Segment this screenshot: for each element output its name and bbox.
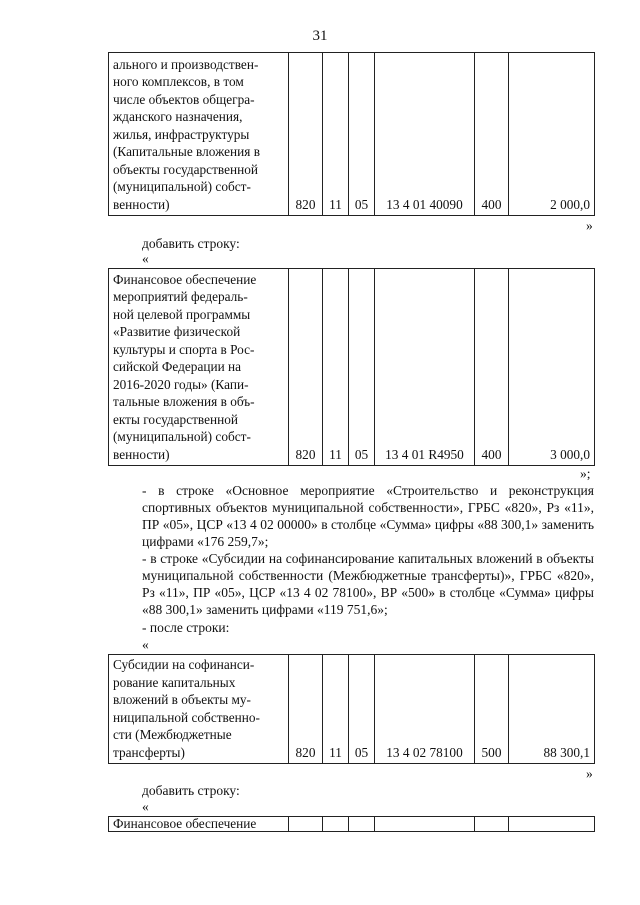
name-line: жилья, инфраструктуры [113,126,250,142]
grbs-cell: 820 [289,269,323,466]
paragraph-text: - в строке «Основное мероприятие «Строительство и реконструкция спортивных объектов муниципальной собственности», ГРБС «820», Рз «11», ПР «05», ЦСР «13 4 02 00000» в столбце «Сумма» цифры «88 300,1» заменить цифрами «176 259,7»; [142,483,594,549]
name-line: (Капитальные вложения в [113,144,260,159]
name-line: «Развитие физической [113,324,241,339]
rz-cell: 11 [323,53,349,216]
grbs-cell [289,817,323,832]
table-row [109,269,595,466]
name-line: сийской Федерации на [113,359,242,374]
sum-cell: 2 000,0 [509,53,595,216]
name-line: культуры и спорта в Рос- [113,341,255,357]
name-line: венности) [113,196,170,212]
name-line: мероприятий федераль- [113,289,248,304]
name-line: рование капитальных [113,674,236,690]
name-line: Финансовое обеспечение [113,271,257,287]
budget-table-3 [108,654,595,764]
name-line: ального и производствен- [113,56,259,72]
sum-cell [509,817,595,832]
name-line: Субсидии на софинанси- [113,657,255,672]
vr-cell [475,817,509,832]
opening-quote: « [142,251,149,266]
name-line: 2016-2020 годы» (Капи- [113,376,249,392]
name-line: вложений в объекты му- [113,692,251,707]
grbs-cell: 820 [289,655,323,764]
csr-cell: 13 4 01 40090 [375,53,475,216]
opening-quote: « [142,637,149,652]
table-row [109,53,595,216]
name-line: сти (Межбюджетные [113,727,232,742]
name-line: тальные вложения в объ- [113,394,255,409]
name-line: (муниципальной) собст- [113,179,251,194]
pr-cell: 05 [349,53,375,216]
budget-table-1 [108,52,595,216]
sum-cell: 3 000,0 [509,269,595,466]
row-name [109,53,289,216]
paragraph-text: - в строке «Субсидии на софинансирование капитальных вложений в объекты муниципальной собственности (Межбюджетные трансферты)», ГРБС «820», Рз «11», ПР «05», ЦСР «13 4 02 78100», ВР «500» в столбце «Сумма» цифры «88 300,1» заменить цифрами «119 751,6»; [142,551,594,617]
name-line: трансферты) [113,744,185,760]
name-line: объекты государственной [113,161,258,177]
name-line: ной целевой программы [113,306,251,322]
name-line: (муниципальной) собст- [113,429,251,444]
sum-cell: 88 300,1 [509,655,595,764]
closing-quote: » [586,218,593,233]
csr-cell [375,817,475,832]
closing-quote: » [586,766,593,781]
closing-quote: »; [580,466,591,481]
table-row [109,655,595,764]
opening-quote: « [142,799,149,814]
row-name [109,655,289,764]
name-line: числе объектов общегра- [113,91,255,107]
pr-cell: 05 [349,269,375,466]
pr-cell [349,817,375,832]
vr-cell: 400 [475,269,509,466]
name-line: екты государственной [113,411,239,427]
budget-table-2 [108,268,595,466]
add-row-text: добавить строку: [142,783,240,798]
budget-table-4 [108,816,595,832]
rz-cell: 11 [323,655,349,764]
page-number: 31 [312,28,328,44]
csr-cell: 13 4 01 R4950 [375,269,475,466]
paragraph-2 [142,550,594,618]
csr-cell: 13 4 02 78100 [375,655,475,764]
name-line: ниципальной собственно- [113,709,260,725]
add-row-text: добавить строку: [142,236,240,251]
rz-cell [323,817,349,832]
table-row [109,817,595,832]
pr-cell: 05 [349,655,375,764]
grbs-cell: 820 [289,53,323,216]
after-row-text: - после строки: [142,620,230,635]
rz-cell: 11 [323,269,349,466]
name-line: ного комплексов, в том [113,74,244,89]
paragraph-1 [142,482,594,550]
row-name [109,269,289,466]
vr-cell: 500 [475,655,509,764]
vr-cell: 400 [475,53,509,216]
name-line: жданского назначения, [113,109,243,124]
name-line: венности) [113,446,170,462]
row-name: Финансовое обеспечение [109,817,289,832]
